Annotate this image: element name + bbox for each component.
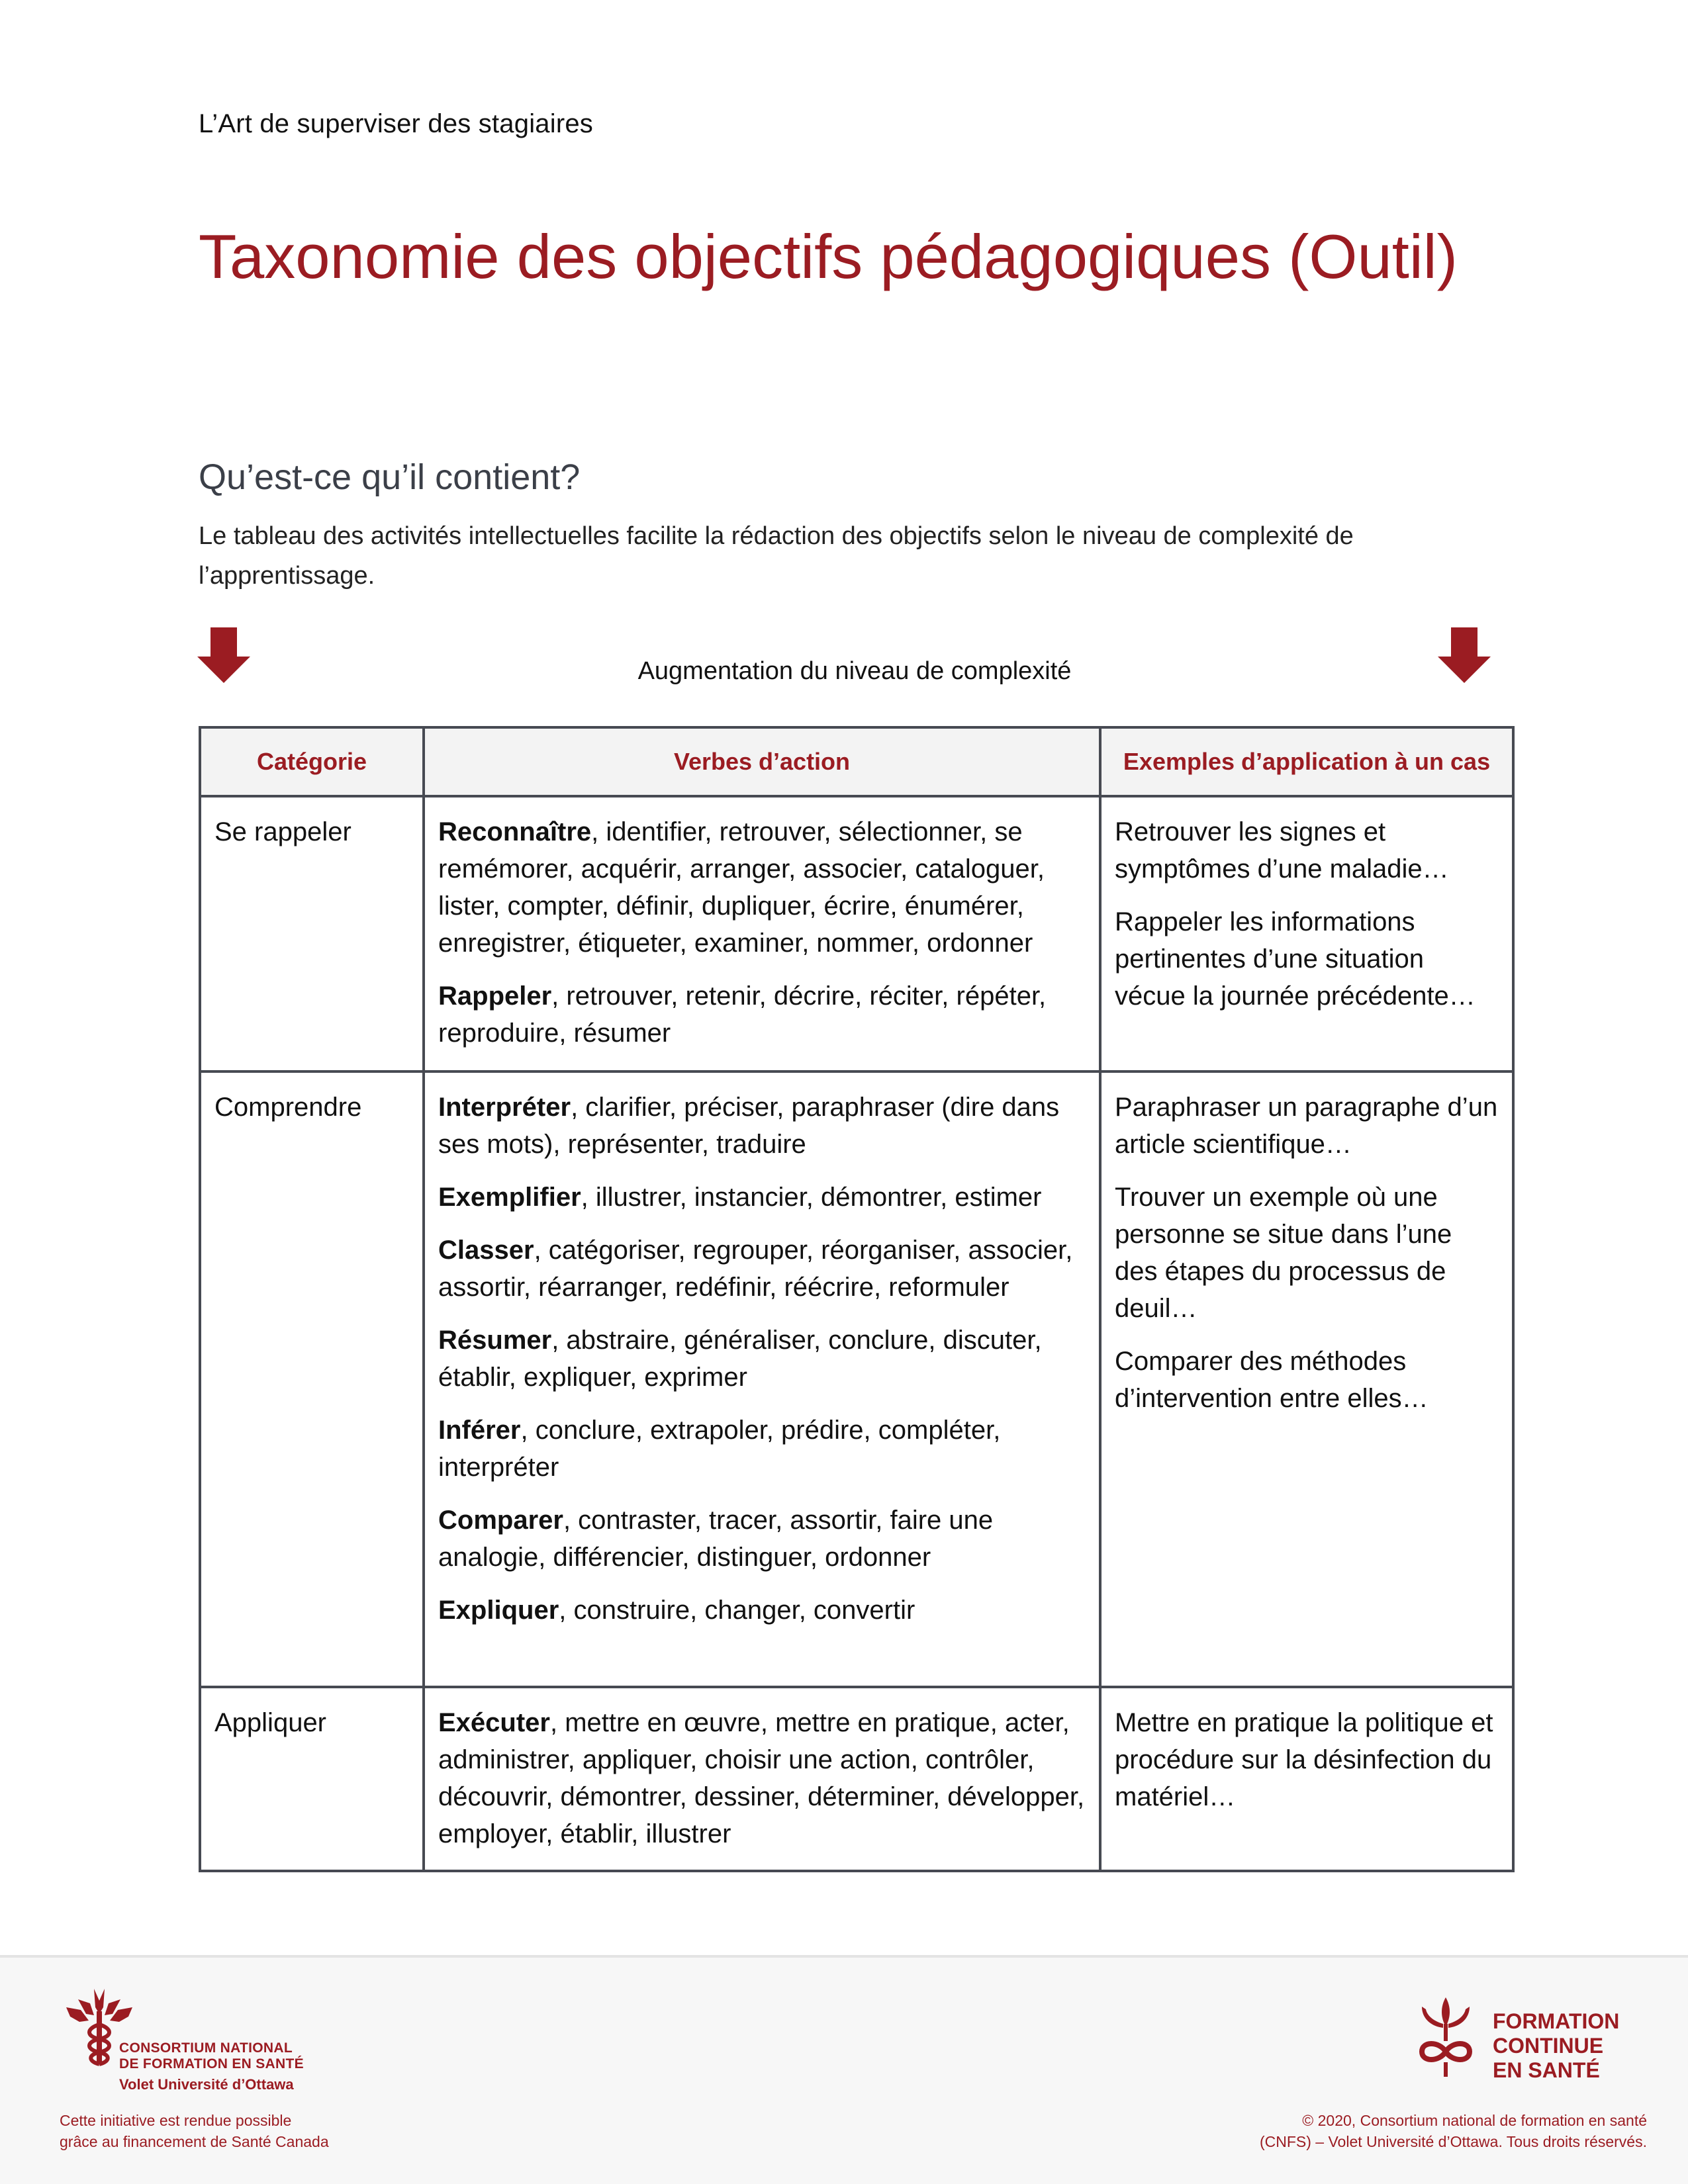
- column-header-verbs: Verbes d’action: [424, 727, 1100, 796]
- verb-list: , mettre en œuvre, mettre en pratique, acter, administrer, appliquer, choisir une action, contrôler, découvrir, démontrer, dessiner, déterminer, développer, employer, établir, illustrer: [438, 1708, 1085, 1848]
- page-footer: [0, 1955, 1688, 2184]
- complexity-label: Augmentation du niveau de complexité: [637, 657, 1072, 685]
- verb-group: [438, 1179, 1086, 1216]
- verbs-cell: [424, 1687, 1100, 1871]
- column-header-category: Catégorie: [200, 727, 424, 796]
- category-cell: Comprendre: [200, 1071, 424, 1687]
- category-cell: Appliquer: [200, 1687, 424, 1871]
- intro-paragraph: Le tableau des activités intellectuelles facilite la rédaction des objectifs selon le niveau de complexité de l’apprentissage.: [199, 522, 1354, 590]
- examples-cell: [1100, 796, 1513, 1071]
- verbs-cell: [424, 1071, 1100, 1687]
- verb-head: Interpréter: [438, 1093, 571, 1122]
- verb-group: [438, 978, 1086, 1052]
- leaf-infinity-icon: [1417, 1997, 1475, 2077]
- table-row: [200, 1687, 1513, 1871]
- cnfs-logo-name: CONSORTIUM NATIONAL DE FORMATION EN SANTÉ: [119, 2040, 304, 2071]
- verb-list: , catégoriser, regrouper, réorganiser, associer, assortir, réarranger, redéfinir, réécrire, reformuler: [438, 1236, 1073, 1302]
- verb-group: [438, 1089, 1086, 1163]
- category-cell: Se rappeler: [200, 796, 424, 1071]
- verb-group: [438, 1232, 1086, 1306]
- fcs-logo-name: FORMATION CONTINUE EN SANTÉ: [1493, 2009, 1620, 2082]
- verb-list: , construire, changer, convertir: [559, 1596, 915, 1625]
- verb-head: Exécuter: [438, 1708, 550, 1737]
- example-text: Mettre en pratique la politique et procédure sur la désinfection du matériel…: [1115, 1708, 1493, 1811]
- page-title: Taxonomie des objectifs pédagogiques (Outil): [199, 222, 1458, 291]
- example-text: Comparer des méthodes d’intervention entre elles…: [1115, 1347, 1429, 1413]
- verb-list: , clarifier, préciser, paraphraser (dire dans ses mots), représenter, traduire: [438, 1093, 1060, 1159]
- verb-head: Résumer: [438, 1326, 552, 1355]
- example-text: Paraphraser un paragraphe d’un article scientifique…: [1115, 1093, 1498, 1159]
- verb-head: Inférer: [438, 1416, 521, 1445]
- example-text: Retrouver les signes et symptômes d’une maladie…: [1115, 817, 1449, 884]
- verb-list: , identifier, retrouver, sélectionner, se remémorer, acquérir, arranger, associer, cataloguer, lister, compter, définir, dupliquer, écrire, énumérer, enregistrer, étiqueter, examiner, nommer, ordonner: [438, 817, 1045, 958]
- verb-group: [438, 1412, 1086, 1486]
- table-row: [200, 796, 1513, 1071]
- funding-notice: Cette initiative est rendue possible grâce au financement de Santé Canada: [60, 2112, 329, 2150]
- table-header-row: [200, 727, 1513, 796]
- examples-cell: [1100, 1071, 1513, 1687]
- example-text: Trouver un exemple où une personne se situe dans l’une des étapes du processus de deuil…: [1115, 1183, 1452, 1323]
- verb-list: , retrouver, retenir, décrire, réciter, répéter, reproduire, résumer: [438, 981, 1047, 1048]
- cnfs-logo-subtitle: Volet Université d’Ottawa: [119, 2076, 294, 2093]
- verb-head: Exemplifier: [438, 1183, 581, 1212]
- example-text: Rappeler les informations pertinentes d’une situation vécue la journée précédente…: [1115, 907, 1476, 1011]
- section-heading: Qu’est-ce qu’il contient?: [199, 457, 581, 497]
- column-header-examples: Exemples d’application à un cas: [1100, 727, 1513, 796]
- examples-cell: [1100, 1687, 1513, 1871]
- verb-list: , contraster, tracer, assortir, faire une analogie, différencier, distinguer, ordonner: [438, 1506, 994, 1572]
- verb-head: Reconnaître: [438, 817, 592, 846]
- verb-list: , conclure, extrapoler, prédire, compléter, interpréter: [438, 1416, 1001, 1482]
- verb-head: Rappeler: [438, 981, 552, 1011]
- verb-list: , abstraire, généraliser, conclure, discuter, établir, expliquer, exprimer: [438, 1326, 1042, 1392]
- copyright-notice: © 2020, Consortium national de formation en santé (CNFS) – Volet Université d’Ottawa. Tous droits réservés.: [1259, 2112, 1647, 2150]
- verb-group: [438, 1502, 1086, 1576]
- verb-head: Expliquer: [438, 1596, 559, 1625]
- verb-group: [438, 813, 1086, 962]
- verb-head: Comparer: [438, 1506, 563, 1535]
- verbs-cell: [424, 796, 1100, 1071]
- arrow-down-icon: [1438, 627, 1491, 683]
- verb-list: , illustrer, instancier, démontrer, estimer: [581, 1183, 1042, 1212]
- verb-group: [438, 1704, 1086, 1852]
- taxonomy-table: [199, 726, 1515, 1872]
- verb-group: [438, 1592, 1086, 1629]
- verb-head: Classer: [438, 1236, 534, 1265]
- verb-group: [438, 1322, 1086, 1396]
- series-title: L’Art de superviser des stagiaires: [199, 109, 593, 138]
- table-row: [200, 1071, 1513, 1687]
